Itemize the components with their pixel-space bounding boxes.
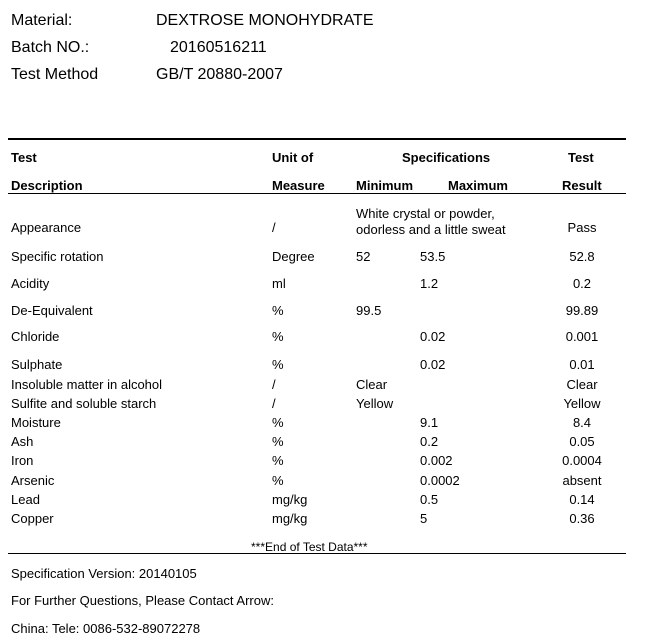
- row-maximum: 0.02: [420, 329, 446, 344]
- row-unit: /: [272, 396, 276, 411]
- row-unit: %: [272, 453, 284, 468]
- row-description: Arsenic: [11, 473, 55, 488]
- row-result: 0.0004: [562, 453, 602, 468]
- row-maximum: 53.5: [420, 249, 446, 264]
- row-description: Moisture: [11, 415, 61, 430]
- col-result-header: Result: [562, 178, 602, 193]
- row-unit: %: [272, 415, 284, 430]
- row-unit: %: [272, 434, 284, 449]
- row-description: Ash: [11, 434, 34, 449]
- row-unit: mg/kg: [272, 492, 308, 507]
- batch-value: 20160516211: [170, 39, 267, 56]
- row-description: Specific rotation: [11, 249, 104, 264]
- col-test-header: Test: [11, 150, 37, 165]
- end-of-test-data: ***End of Test Data***: [251, 540, 368, 554]
- row-unit: %: [272, 329, 284, 344]
- row-maximum: 0.0002: [420, 473, 460, 488]
- row-description: Chloride: [11, 329, 60, 344]
- material-value: DEXTROSE MONOHYDRATE: [156, 12, 374, 29]
- material-label: Material:: [11, 12, 73, 29]
- contact-questions: For Further Questions, Please Contact Arrow:: [11, 593, 274, 608]
- col-test-result-header: Test: [568, 150, 594, 165]
- china-contact: China: Tele: 0086-532-89072278: [11, 621, 201, 636]
- row-result: 0.05: [569, 434, 595, 449]
- row-description: Acidity: [11, 276, 50, 291]
- row-unit: %: [272, 303, 284, 318]
- table-bottom-rule: [8, 553, 626, 554]
- col-maximum-header: Maximum: [448, 178, 508, 193]
- row-minimum-line2: odorless and a little sweat: [356, 222, 506, 237]
- row-minimum: White crystal or powder,: [356, 206, 495, 221]
- row-result: 0.01: [569, 357, 595, 372]
- row-result: 52.8: [569, 249, 595, 264]
- col-minimum-header: Minimum: [356, 178, 414, 193]
- row-description: Iron: [11, 453, 34, 468]
- row-minimum: 52: [356, 249, 371, 264]
- row-maximum: 5: [420, 511, 428, 526]
- row-maximum: 1.2: [420, 276, 439, 291]
- row-unit: /: [272, 377, 276, 392]
- row-maximum: 0.002: [420, 453, 453, 468]
- row-description: De-Equivalent: [11, 303, 93, 318]
- row-minimum: Clear: [356, 377, 388, 392]
- row-unit: %: [272, 357, 284, 372]
- row-unit: ml: [272, 276, 286, 291]
- table-top-rule: [8, 138, 626, 140]
- col-specifications-header: Specifications: [402, 150, 491, 165]
- col-description-header: Description: [11, 178, 83, 193]
- row-result: 8.4: [572, 415, 592, 430]
- row-unit: %: [272, 473, 284, 488]
- row-description: Sulfite and soluble starch: [11, 396, 157, 411]
- test-method-value: GB/T 20880-2007: [156, 66, 283, 83]
- row-unit: Degree: [272, 249, 315, 264]
- row-maximum: 0.02: [420, 357, 446, 372]
- row-result: 0.36: [569, 511, 595, 526]
- col-unit-header: Unit of: [272, 150, 314, 165]
- row-result: absent: [562, 473, 602, 488]
- row-result: 0.14: [569, 492, 595, 507]
- row-description: Appearance: [11, 220, 82, 235]
- row-description: Lead: [11, 492, 40, 507]
- row-result: 99.89: [565, 303, 599, 318]
- batch-label: Batch NO.:: [11, 39, 90, 56]
- row-result: Pass: [567, 220, 597, 235]
- specification-version: Specification Version: 20140105: [11, 566, 197, 581]
- test-method-label: Test Method: [11, 66, 99, 83]
- col-measure-header: Measure: [272, 178, 325, 193]
- row-result: 0.001: [565, 329, 599, 344]
- header-rule: [8, 193, 626, 194]
- row-unit: /: [272, 220, 276, 235]
- row-result: 0.2: [572, 276, 592, 291]
- row-unit: mg/kg: [272, 511, 308, 526]
- row-minimum: Yellow: [356, 396, 394, 411]
- row-result: Yellow: [563, 396, 601, 411]
- row-maximum: 9.1: [420, 415, 439, 430]
- row-description: Sulphate: [11, 357, 63, 372]
- row-description: Copper: [11, 511, 54, 526]
- row-description: Insoluble matter in alcohol: [11, 377, 163, 392]
- row-minimum: 99.5: [356, 303, 382, 318]
- row-maximum: 0.5: [420, 492, 439, 507]
- row-maximum: 0.2: [420, 434, 439, 449]
- row-result: Clear: [566, 377, 598, 392]
